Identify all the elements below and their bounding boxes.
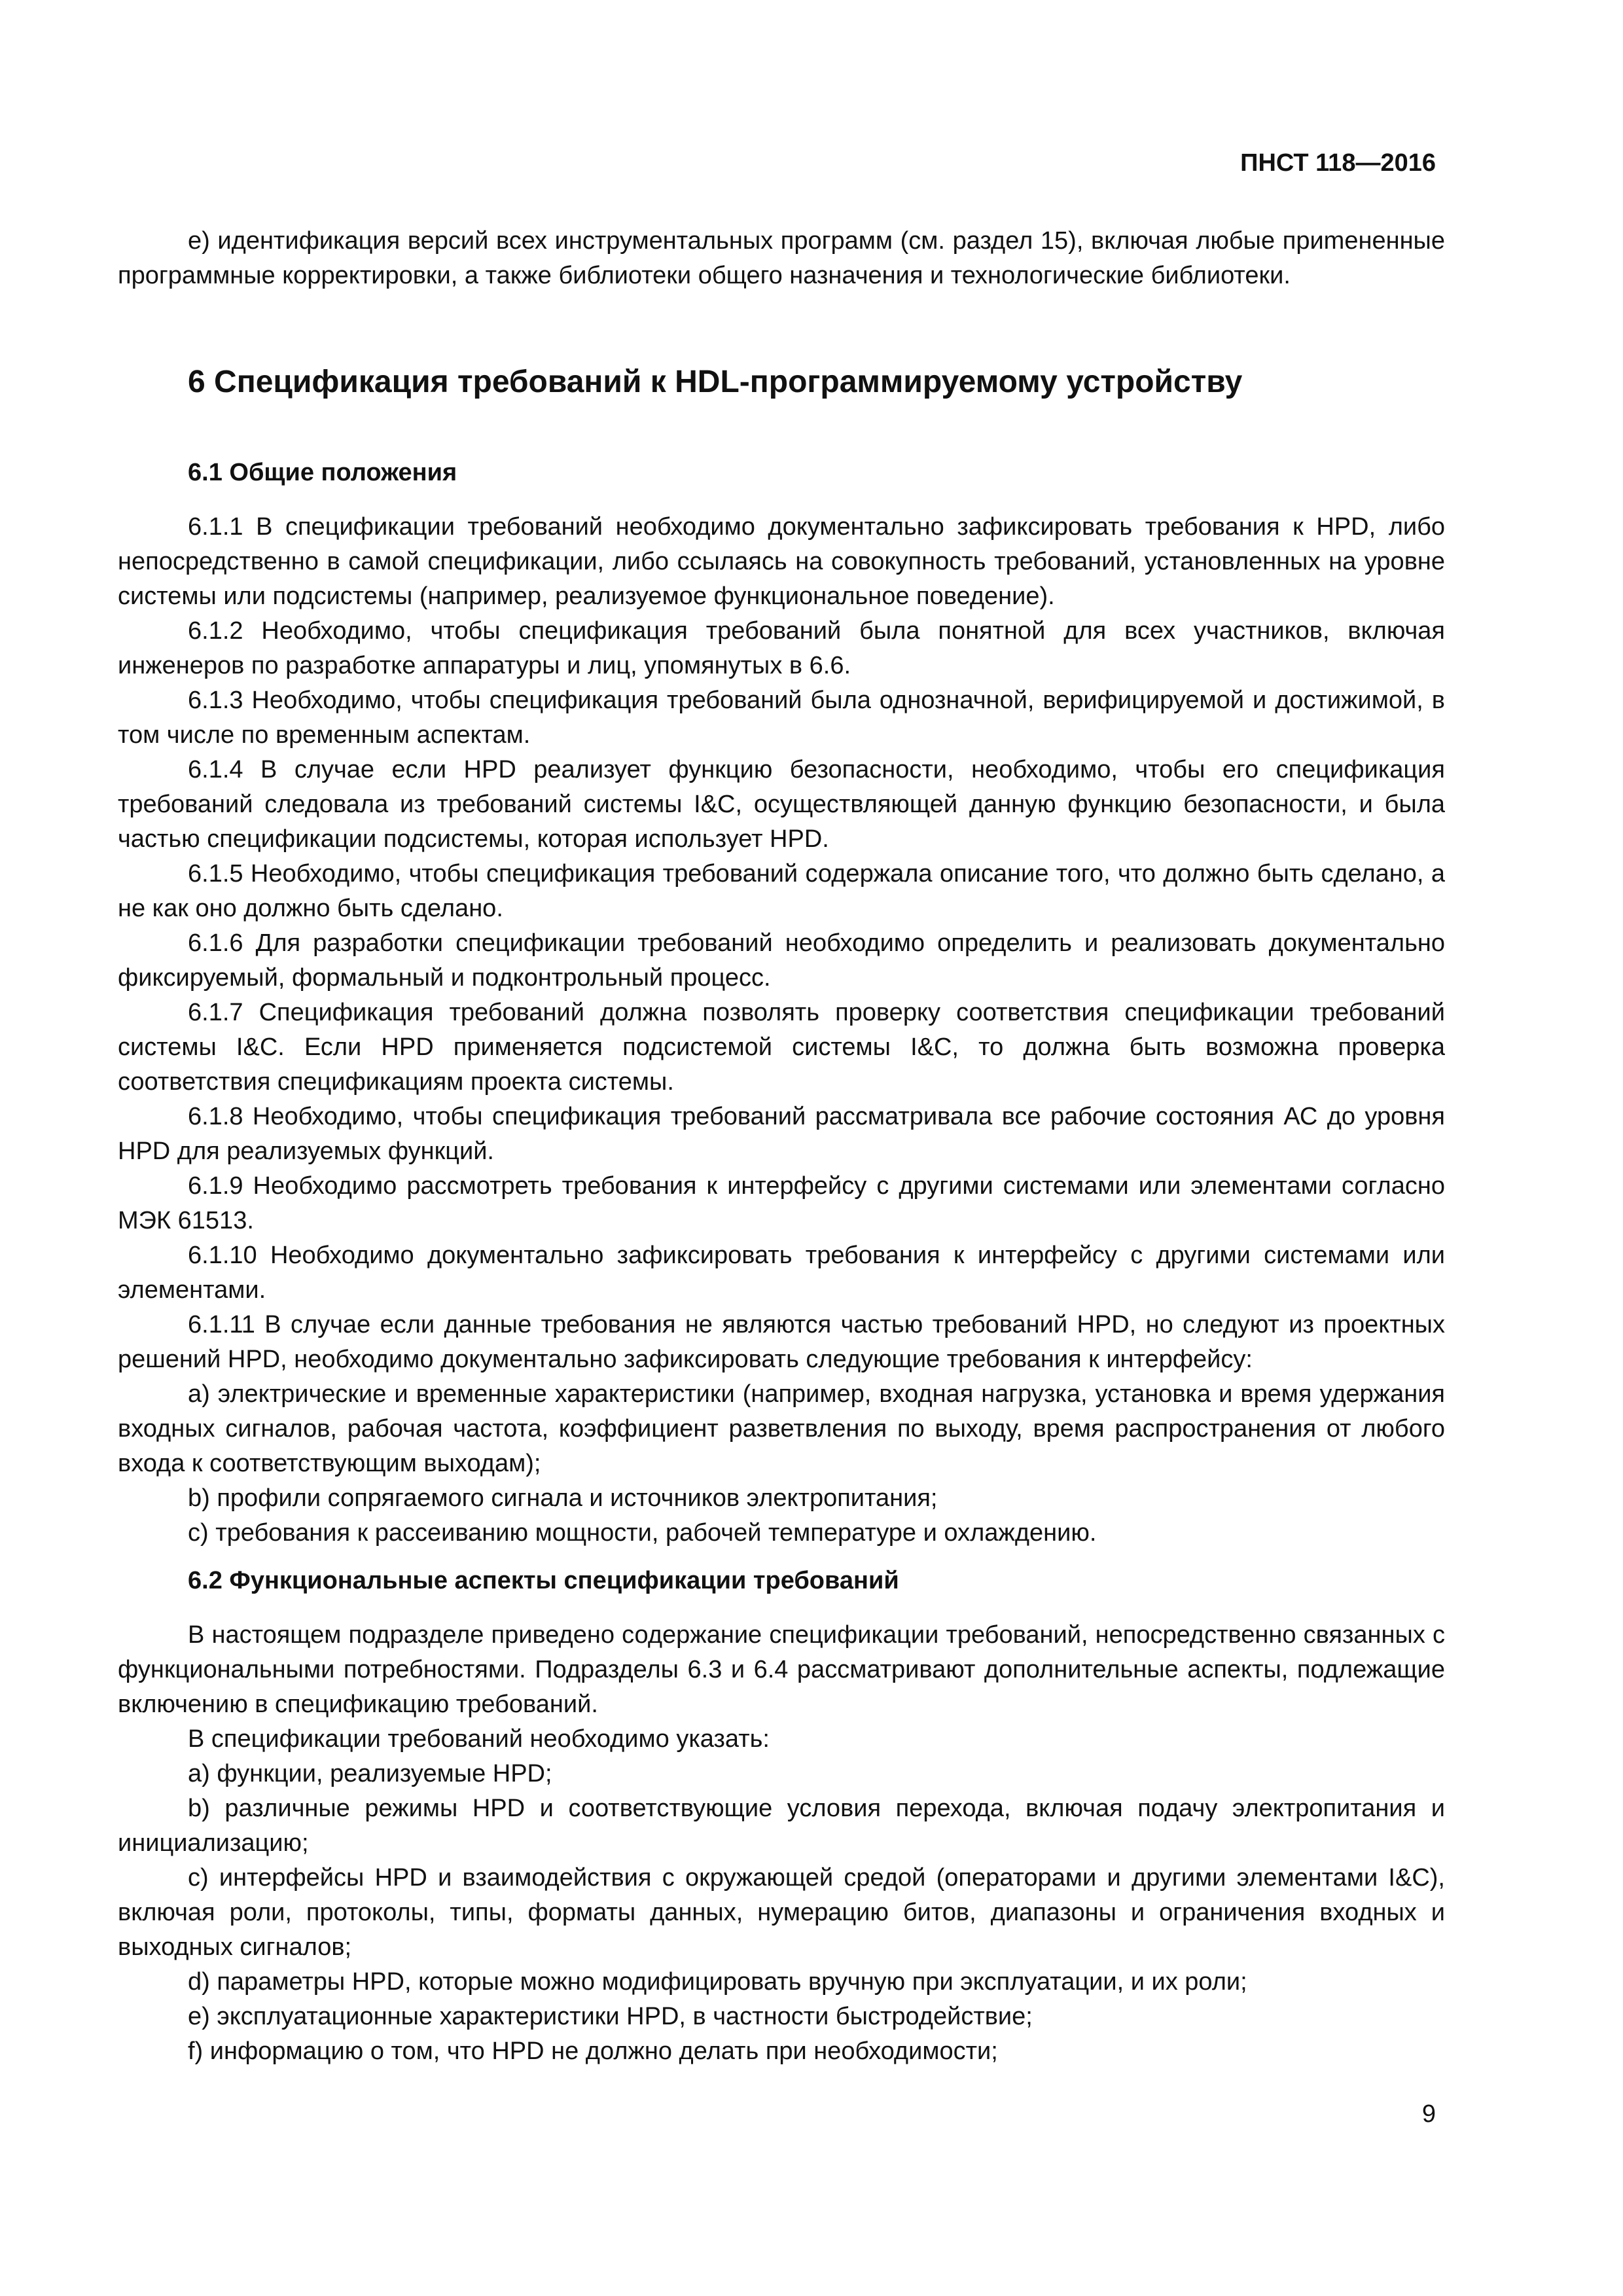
list-item-a: a) функции, реализуемые HPD; [188,1760,552,1787]
list-item-e: e) эксплуатационные характеристики HPD, в частности быстродействие; [188,2003,1033,2030]
paragraph-6-1-5: 6.1.5 Необходимо, чтобы спецификация требований содержала описание того, что должно быть сделано, а не как оно должно быть сделано. [118,860,1445,922]
paragraph-6-1-4: 6.1.4 В случае если HPD реализует функцию безопасности, необходимо, чтобы его спецификация требований следовала из требований системы I&C, осуществляющей данную функцию безопасности, и была частью спецификации подсистемы, которая использует HPD. [118,756,1445,853]
list-item-b: b) профили сопрягаемого сигнала и источников электропитания; [188,1484,938,1512]
page-content [118,224,1445,2069]
paragraph-6-1-7: 6.1.7 Спецификация требований должна позволять проверку соответствия спецификации требований системы I&C. Если HPD применяется подсистемой системы I&C, то должна быть возможна проверка соответствия спецификациям проекта системы. [118,999,1445,1096]
subsection-6-1-heading: 6.1 Общие положения [188,459,457,486]
paragraph-6-1-10: 6.1.10 Необходимо документально зафиксировать требования к интерфейсу с другими системами или элементами. [118,1242,1445,1304]
list-item-f: f) информацию о том, что HPD не должно делать при необходимости; [188,2037,998,2065]
list-item-d: d) параметры HPD, которые можно модифицировать вручную при эксплуатации, и их роли; [188,1968,1247,1996]
section-6-heading: 6 Спецификация требований к HDL-программируемому устройству [188,365,1243,399]
page-number: 9 [1421,2100,1436,2128]
paragraph-6-1-6: 6.1.6 Для разработки спецификации требований необходимо определить и реализовать документально фиксируемый, формальный и подконтрольный процесс. [118,929,1445,992]
paragraph-6-1-11: 6.1.11 В случае если данные требования не являются частью требований HPD, но следуют из проектных решений HPD, необходимо документально зафиксировать следующие требования к интерфейсу: [118,1311,1445,1373]
list-item-c: c) требования к рассеиванию мощности, рабочей температуре и охлаждению. [188,1519,1097,1547]
paragraph-6-1-2: 6.1.2 Необходимо, чтобы спецификация требований была понятной для всех участников, включая инженеров по разработке аппаратуры и лиц, упомянутых в 6.6. [118,617,1445,679]
paragraph-6-1-9: 6.1.9 Необходимо рассмотреть требования к интерфейсу с другими системами или элементами согласно МЭК 61513. [118,1172,1445,1234]
list-item-c: c) интерфейсы HPD и взаимодействия с окружающей средой (операторами и другими элементами I&C), включая роли, протоколы, типы, форматы данных, нумерацию битов, диапазоны и ограничения входных и выходных сигналов; [118,1864,1445,1961]
paragraph-6-2-lead: В спецификации требований необходимо указать: [188,1725,770,1753]
document-code-header: ПНСТ 118—2016 [1240,149,1436,177]
paragraph-6-2-intro: В настоящем подразделе приведено содержание спецификации требований, непосредственно связанных с функциональными потребностями. Подразделы 6.3 и 6.4 рассматривают дополнительные аспекты, подлежащие включению в спецификацию требований. [118,1621,1445,1718]
paragraph-6-1-1: 6.1.1 В спецификации требований необходимо документально зафиксировать требования к HPD, либо непосредственно в самой спецификации, либо ссылаясь на совокупность требований, установленных на уровне системы или подсистемы (например, реализуемое функциональное поведение). [118,513,1445,610]
list-item-b: b) различные режимы HPD и соответствующие условия перехода, включая подачу электропитания и инициализацию; [118,1795,1445,1857]
paragraph-item-e: е) идентификация версий всех инструментальных программ (см. раздел 15), включая любые приmененные программные корректировки, а также библиотеки общего назначения и технологические библиотеки. [118,227,1445,289]
subsection-6-2-heading: 6.2 Функциональные аспекты спецификации требований [188,1567,899,1594]
paragraph-6-1-8: 6.1.8 Необходимо, чтобы спецификация требований рассматривала все рабочие состояния АС до уровня HPD для реализуемых функций. [118,1103,1445,1165]
paragraph-6-1-3: 6.1.3 Необходимо, чтобы спецификация требований была однозначной, верифицируемой и достижимой, в том числе по временным аспектам. [118,687,1445,749]
list-item-a: a) электрические и временные характеристики (например, входная нагрузка, установка и время удержания входных сигналов, рабочая частота, коэффициент разветвления по выходу, время распространения от любого входа к соответствующим выходам); [118,1380,1445,1477]
